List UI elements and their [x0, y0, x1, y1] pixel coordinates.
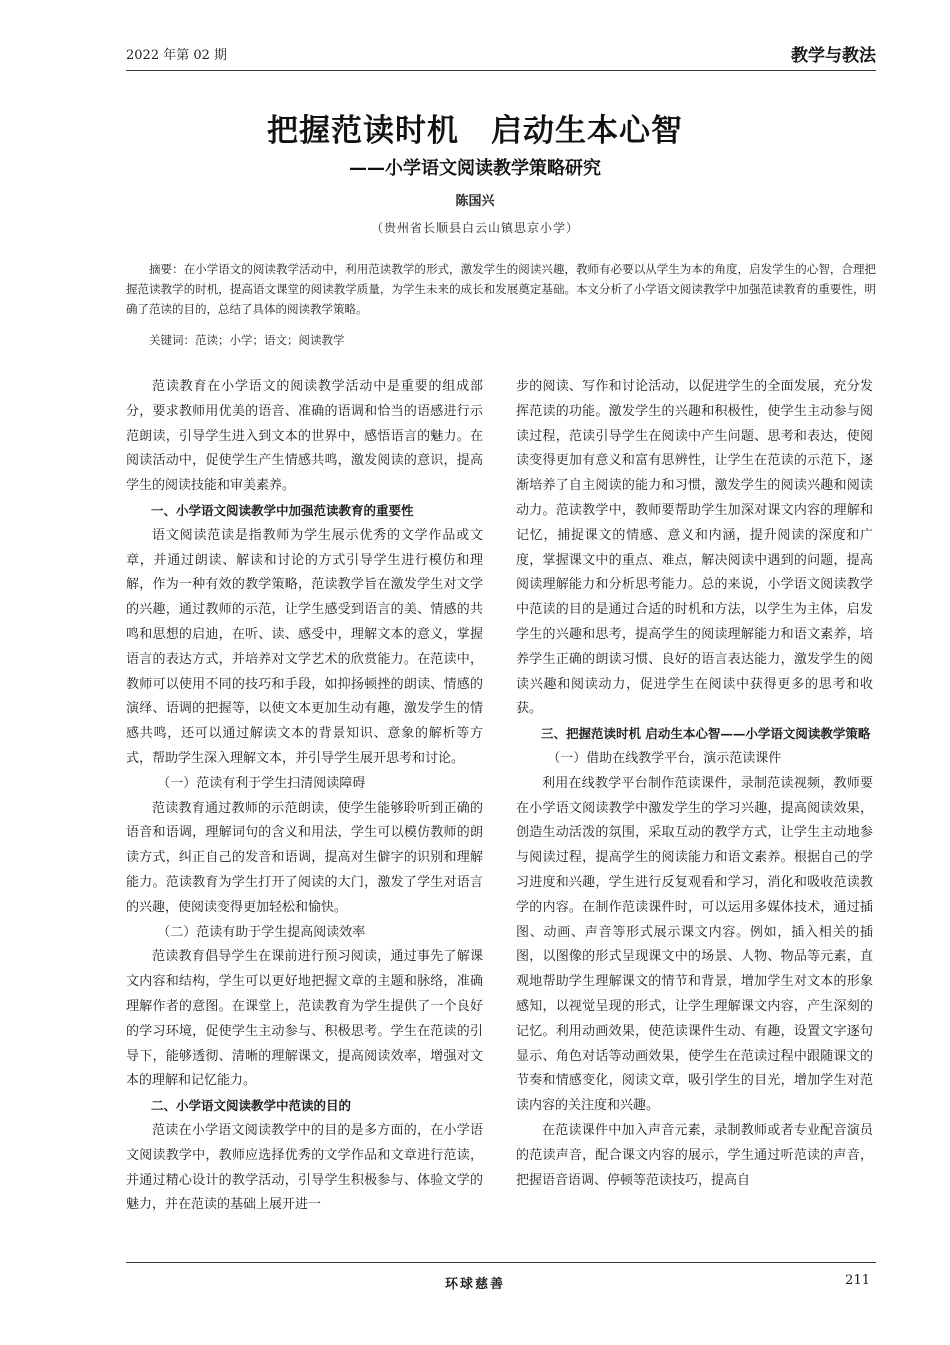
footer-rule	[126, 1262, 876, 1263]
paragraph-continued: 步的阅读、写作和讨论活动，以促进学生的全面发展，充分发挥范读的功能。激发学生的兴趣和积极性，使学生主动参与阅读过程，范读引导学生在阅读中产生问题、思考和表达，使阅读变得更加有意义和富有思辨性，让学生在范读的示范下，逐渐培养了自主阅读的能力和习惯，激发学生的阅读兴趣和阅读动力。范读教学中，教师要帮助学生加深对课文内容的理解和记忆，捕捉课文的情感、意义和内涵，提升阅读的深度和广度，掌握课文中的重点、难点，解决阅读中遇到的问题，提高阅读理解能力和分析思考能力。总的来说，小学语文阅读教学中范读的目的是通过合适的时机和方法，以学生为主体，启发学生的兴趣和思考，提高学生的阅读理解能力和语文素养，培养学生正确的朗读习惯、良好的语言表达能力，激发学生的阅读兴趣和阅读动力，促进学生在阅读中获得更多的思考和收获。	[516, 379, 873, 717]
section-heading-3: 三、把握范读时机 启动生本心智——小学语文阅读教学策略	[541, 726, 871, 742]
header-section: 教学与教法	[791, 46, 876, 66]
paragraph: 范读在小学语文阅读教学中的目的是多方面的，在小学语文阅读教学中，教师应选择优秀的文学作品和文章进行范读，并通过精心设计的教学活动，引导学生积极参与、体验文学的魅力，并在范读的基础上展开进一	[126, 1122, 483, 1213]
paragraph: 利用在线教学平台制作范读课件，录制范读视频，教师要在小学语文阅读教学中激发学生的学习兴趣，提高阅读效果，创造生动活泼的氛围，采取互动的教学方式，让学生主动地参与阅读过程，提高学生的阅读能力和语文素养。根据自己的学习进度和兴趣，学生进行反复观看和学习，消化和吸收范读教学的内容。在制作范读课件时，可以运用多媒体技术，通过插图、动画、声音等形式展示课文内容。例如，插入相关的插图，以图像的形式呈现课文中的场景、人物、物品等元素，直观地帮助学生理解课文的情节和背景，增加学生对文本的形象感知，以视觉呈现的形式，让学生理解课文内容，产生深刻的记忆。利用动画效果，使范读课件生动、有趣，设置文字逐句显示、角色对话等动画效果，使学生在范读过程中跟随课文的节奏和情感变化，阅读文章，吸引学生的目光，增加学生对范读内容的关注度和兴趣。	[516, 775, 873, 1114]
header-rule	[126, 70, 876, 71]
subsection-heading-1-1: （一）范读有利于学生扫清阅读障碍	[157, 775, 366, 791]
article-subtitle: ——小学语文阅读教学策略研究	[349, 158, 601, 179]
section-heading-2: 二、小学语文阅读教学中范读的目的	[151, 1098, 352, 1114]
subsection-heading-1-2: （二）范读有助于学生提高阅读效率	[157, 924, 366, 940]
article-affiliation: （贵州省长顺县白云山镇思京小学）	[370, 221, 579, 235]
page-number: 211	[845, 1273, 870, 1288]
body-column-right	[516, 375, 873, 1193]
article-title: 把握范读时机 启动生本心智	[267, 113, 683, 149]
abstract: 摘要：在小学语文的阅读教学活动中，利用范读教学的形式，激发学生的阅读兴趣，教师有必要以从学生为本的角度，启发学生的心智，合理把握范读教学的时机，提高语文课堂的阅读教学质量，为学生未来的成长和发展奠定基础。本文分析了小学语文阅读教学中加强范读教育的重要性，明确了范读的目的，总结了具体的阅读教学策略。	[126, 262, 876, 316]
paragraph: 在范读课件中加入声音元素，录制教师或者专业配音演员的范读声音，配合课文内容的展示，学生通过听范读的声音，把握语音语调、停顿等范读技巧，提高自	[516, 1122, 873, 1188]
paragraph: 语文阅读范读是指教师为学生展示优秀的文学作品或文章，并通过朗读、解读和讨论的方式引导学生进行模仿和理解，作为一种有效的教学策略，范读教学旨在激发学生对文学的兴趣，通过教师的示范，让学生感受到语言的美、情感的共鸣和思想的启迪，在听、读、感受中，理解文本的意义，掌握语言的表达方式，并培养对文学艺术的欣赏能力。在范读中，教师可以使用不同的技巧和手段，如抑扬顿挫的朗读、情感的演绎、语调的把握等，以使文本更加生动有趣，激发学生的情感共鸣，还可以通过解读文本的背景知识、意象的解析等方式，帮助学生深入理解文本，并引导学生展开思考和讨论。	[126, 527, 483, 766]
footer-journal: 环球慈善	[444, 1277, 505, 1292]
keywords: 关键词：范读；小学；语文；阅读教学	[149, 333, 345, 347]
body-column-left	[126, 375, 483, 1218]
section-heading-1: 一、小学语文阅读教学中加强范读教育的重要性	[151, 502, 414, 518]
header-issue: 2022 年第 02 期	[126, 48, 228, 63]
subsection-heading-3-1: （一）借助在线教学平台，演示范读课件	[547, 750, 782, 766]
article-author: 陈国兴	[455, 194, 495, 209]
paragraph: 范读教育在小学语文的阅读教学活动中是重要的组成部分，要求教师用优美的语音、准确的语调和恰当的语感进行示范朗读，引导学生进入到文本的世界中，感悟语言的魅力。在阅读活动中，促使学生产生情感共鸣，激发阅读的意识，提高学生的阅读技能和审美素养。	[126, 379, 483, 494]
paragraph: 范读教育通过教师的示范朗读，使学生能够聆听到正确的语音和语调，理解词句的含义和用法，学生可以模仿教师的朗读方式，纠正自己的发音和语调，提高对生僻字的识别和理解能力。范读教育为学生打开了阅读的大门，激发了学生对语言的兴趣，使阅读变得更加轻松和愉快。	[126, 800, 483, 915]
paragraph: 范读教育倡导学生在课前进行预习阅读，通过事先了解课文内容和结构，学生可以更好地把握文章的主题和脉络，准确理解作者的意图。在课堂上，范读教育为学生提供了一个良好的学习环境，促使学生主动参与、积极思考。学生在范读的引导下，能够透彻、清晰的理解课文，提高阅读效率，增强对文本的理解和记忆能力。	[126, 949, 483, 1089]
